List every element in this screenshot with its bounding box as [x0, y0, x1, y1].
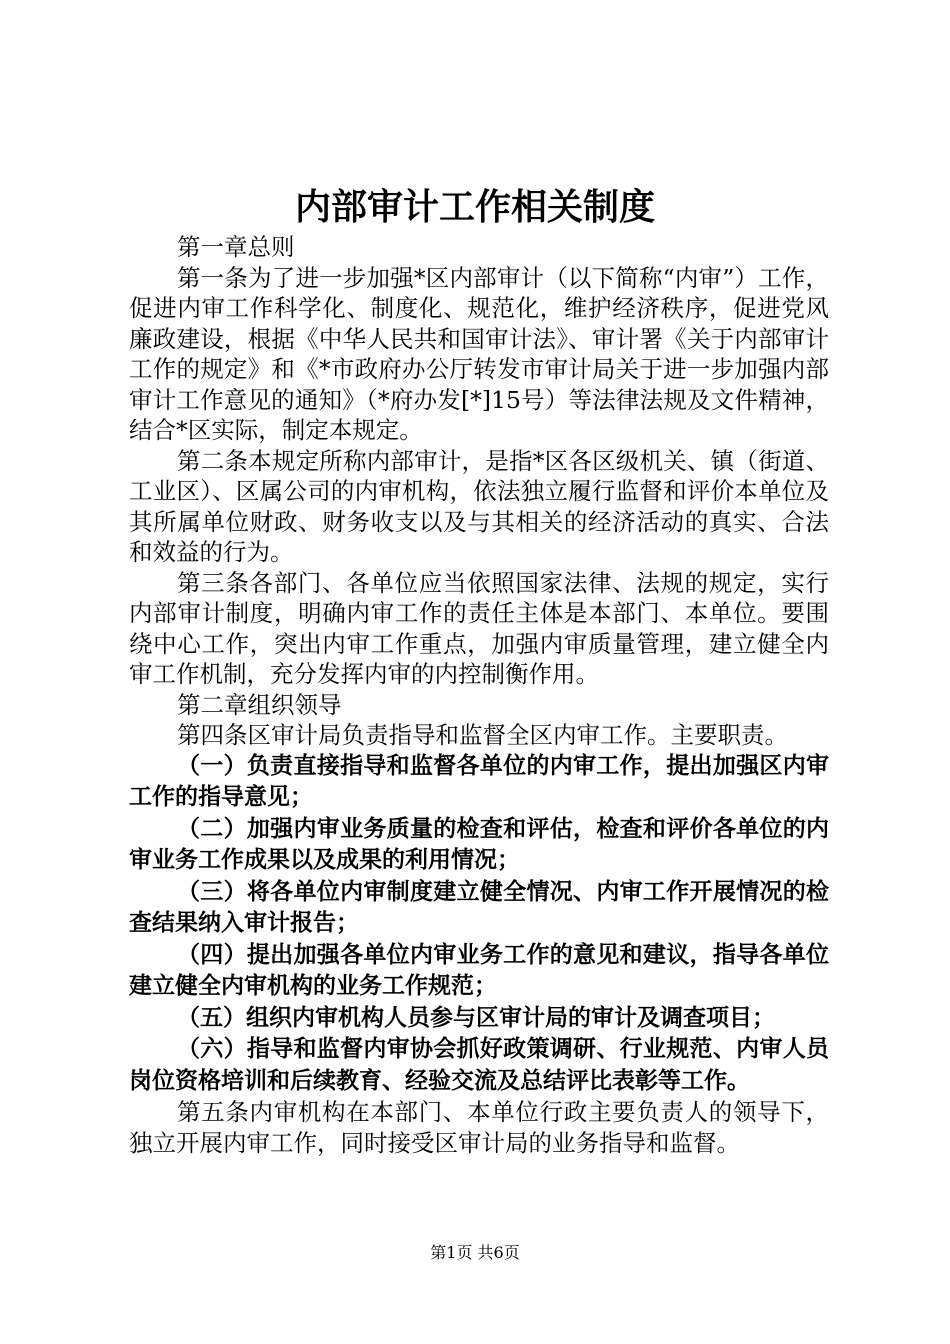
article-paragraph: 第二条本规定所称内部审计，是指*区各区级机关、镇（街道、工业区）、区属公司的内审机构，依法独立履行监督和评价本单位及其所属单位财政、财务收支以及与其相关的经济活动的真实、合法和效益的行为。	[129, 446, 829, 566]
duty-item: （一）负责直接指导和监督各单位的内审工作，提出加强区内审工作的指导意见；	[129, 752, 829, 810]
chapter-heading: 第一章总则	[177, 233, 295, 261]
article-paragraph: 第五条内审机构在本部门、本单位行政主要负责人的领导下，独立开展内审工作，同时接受区审计局的业务指导和监督。	[129, 1098, 829, 1157]
page-number-footer: 第1页 共6页	[430, 1243, 520, 1262]
article-paragraph: 第一条为了进一步加强*区内部审计（以下简称“内审”）工作，促进内审工作科学化、制度化、规范化，维护经济秩序，促进党风廉政建设，根据《中华人民共和国审计法》、审计署《关于内部审计工作的规定》和《*市政府办公厅转发市审计局关于进一步加强内部审计工作意见的通知》（*府办发[*]15号）等法律法规及文件精神，结合*区实际，制定本规定。	[129, 263, 829, 444]
duty-item: （三）将各单位内审制度建立健全情况、内审工作开展情况的检查结果纳入审计报告；	[129, 878, 829, 936]
document-title: 内部审计工作相关制度	[294, 187, 655, 228]
chapter-heading: 第二章组织领导	[177, 690, 342, 719]
duty-item: （四）提出加强各单位内审业务工作的意见和建议，指导各单位建立健全内审机构的业务工作规范；	[129, 941, 829, 999]
article-paragraph: 第三条各部门、各单位应当依照国家法律、法规的规定，实行内部审计制度，明确内审工作的责任主体是本部门、本单位。要围绕中心工作，突出内审工作重点，加强内审质量管理，建立健全内审工作机制，充分发挥内审的内控制衡作用。	[129, 568, 829, 688]
duty-item: （五）组织内审机构人员参与区审计局的审计及调查项目；	[177, 1004, 775, 1031]
article-paragraph: 第四条区审计局负责指导和监督全区内审工作。主要职责。	[177, 721, 788, 749]
document-body	[129, 232, 829, 1158]
duty-item: （二）加强内审业务质量的检查和评估，检查和评价各单位的内审业务工作成果以及成果的利用情况；	[129, 815, 829, 873]
duty-item: （六）指导和监督内审协会抓好政策调研、行业规范、内审人员岗位资格培训和后续教育、经验交流及总结评比表彰等工作。	[129, 1036, 829, 1094]
